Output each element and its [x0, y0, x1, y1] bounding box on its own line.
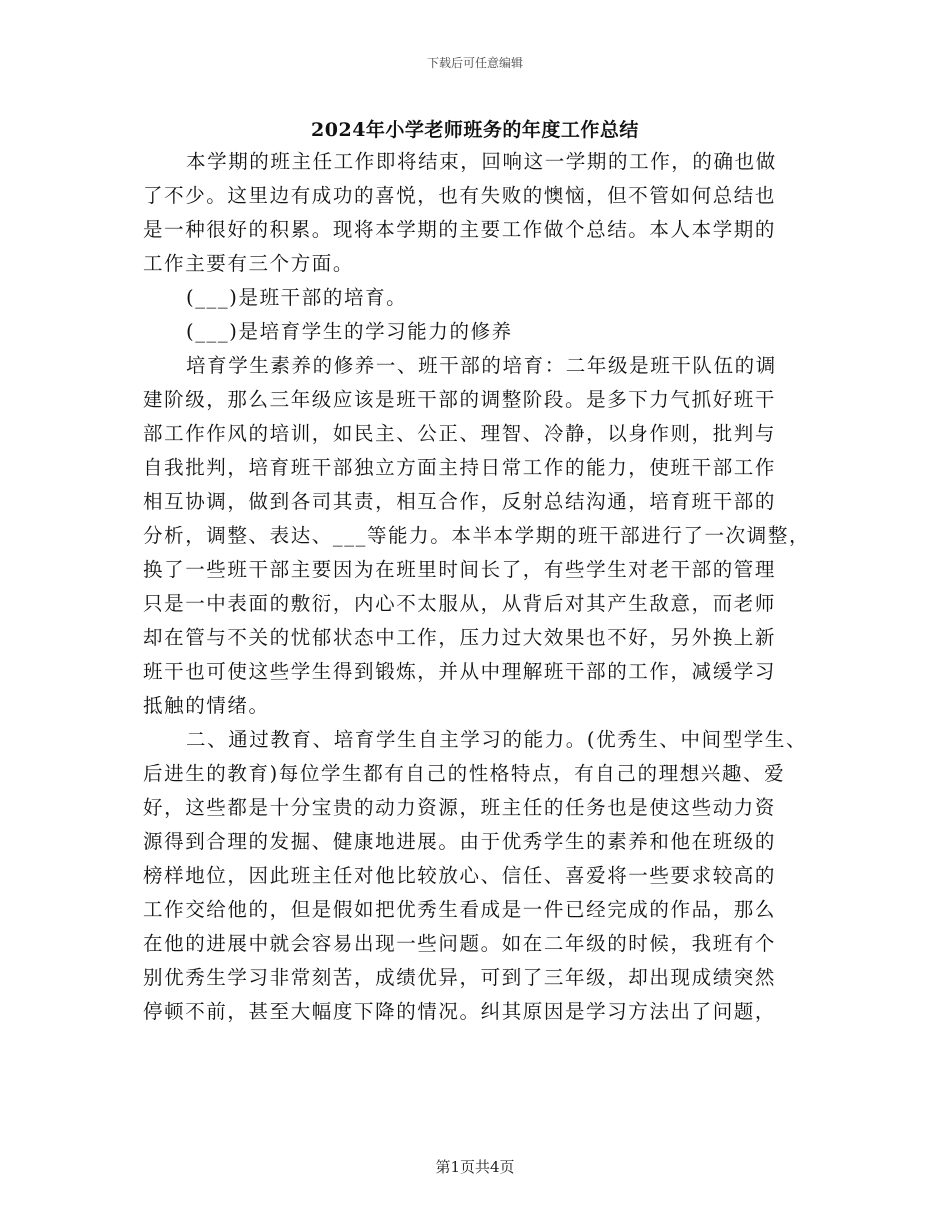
body-line: 二、通过教育、培育学生自主学习的能力。(优秀生、中间型学生、 [186, 728, 808, 751]
document-title: 2024年小学老师班务的年度工作总结 [311, 119, 639, 141]
body-line: 工作主要有三个方面。 [143, 252, 355, 275]
body-line: 本学期的班主任工作即将结束，回响这一学期的工作，的确也做 [186, 150, 777, 173]
body-line: 了不少。这里边有成功的喜悦，也有失败的懊恼，但不管如何总结也 [143, 184, 777, 207]
body-line: 分析，调整、表达、___等能力。本半本学期的班干部进行了一次调整， [143, 524, 811, 547]
body-line: (___)是班干部的培育。 [186, 286, 408, 309]
body-line: 工作交给他的，但是假如把优秀生看成是一件已经完成的作品，那么 [143, 898, 777, 921]
body-line: 源得到合理的发掘、健康地进展。由于优秀学生的素养和他在班级的 [143, 830, 777, 853]
document-body [143, 145, 833, 1029]
page-number: 第1页共4页 [435, 1158, 515, 1176]
body-line: 只是一中表面的敷衍，内心不太服从，从背后对其产生敌意，而老师 [143, 592, 777, 615]
body-line: 建阶级，那么三年级应该是班干部的调整阶段。是多下力气抓好班干 [143, 388, 777, 411]
body-line: 在他的进展中就会容易出现一些问题。如在二年级的时候，我班有个 [143, 932, 777, 955]
body-line: 换了一些班干部主要因为在班里时间长了，有些学生对老干部的管理 [143, 558, 777, 581]
body-line: (___)是培育学生的学习能力的修养 [186, 320, 513, 343]
body-line: 培育学生素养的修养一、班干部的培育：二年级是班干队伍的调 [186, 354, 777, 377]
body-line: 相互协调，做到各司其责，相互合作，反射总结沟通，培育班干部的 [143, 490, 777, 513]
body-line: 后进生的教育)每位学生都有自己的性格特点，有自己的理想兴趣、爱 [143, 762, 786, 785]
body-line: 自我批判，培育班干部独立方面主持日常工作的能力，使班干部工作 [143, 456, 777, 479]
header-note: 下载后可任意编辑 [426, 56, 523, 70]
body-line: 别优秀生学习非常刻苦，成绩优异，可到了三年级，却出现成绩突然 [143, 966, 777, 989]
body-line: 好，这些都是十分宝贵的动力资源，班主任的任务也是使这些动力资 [143, 796, 777, 819]
body-line: 榜样地位，因此班主任对他比较放心、信任、喜爱将一些要求较高的 [143, 864, 777, 887]
body-line: 班干也可使这些学生得到锻炼，并从中理解班干部的工作，减缓学习 [143, 660, 777, 683]
body-line: 却在管与不关的忧郁状态中工作，压力过大效果也不好，另外换上新 [143, 626, 777, 649]
body-line: 是一种很好的积累。现将本学期的主要工作做个总结。本人本学期的 [143, 218, 777, 241]
body-line: 抵触的情绪。 [143, 694, 270, 717]
body-line: 部工作作风的培训，如民主、公正、理智、冷静，以身作则，批判与 [143, 422, 777, 445]
body-line: 停顿不前，甚至大幅度下降的情况。纠其原因是学习方法出了问题， [143, 1000, 777, 1023]
